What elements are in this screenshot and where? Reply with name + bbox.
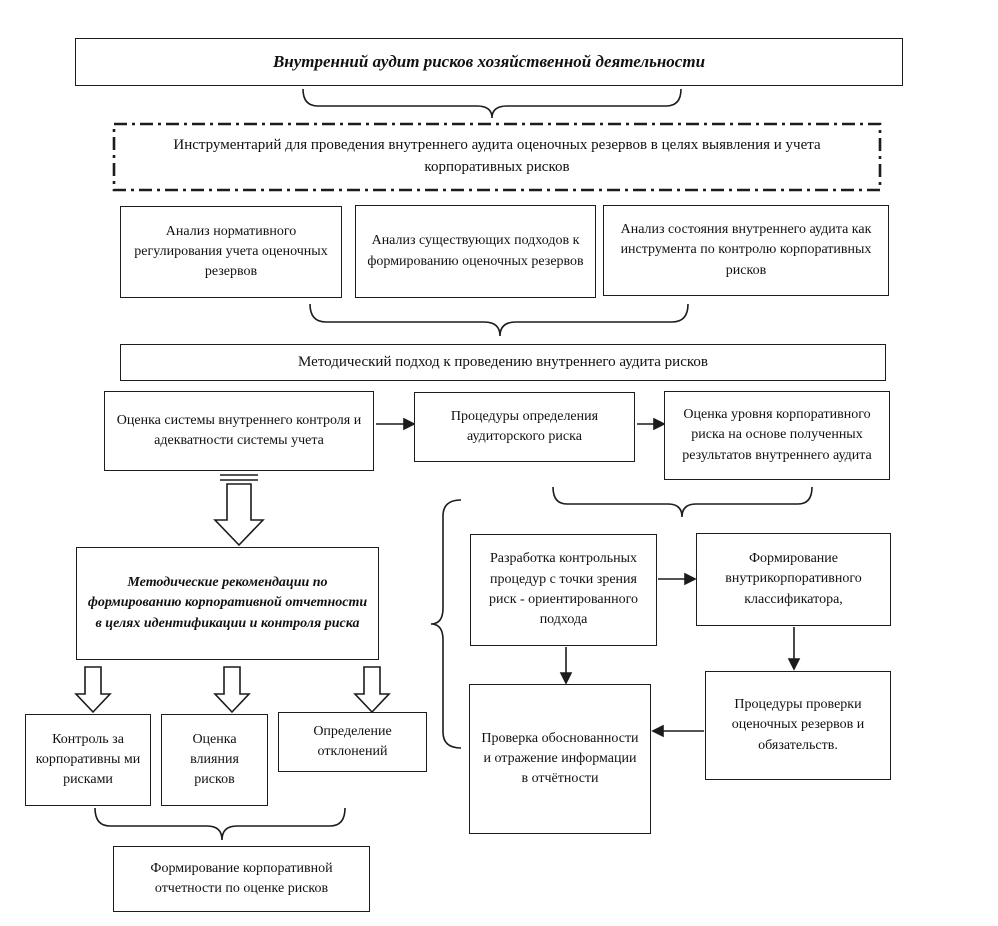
process-box-audit-risk: Процедуры определения аудиторского риска — [414, 392, 635, 462]
block-arrow-down-control — [76, 667, 110, 712]
process-box-risk-level: Оценка уровня корпоративного риска на основе полученных результатов внутреннего аудита — [664, 391, 890, 480]
process-box-control-system: Оценка системы внутреннего контроля и адекватности системы учета — [104, 391, 374, 471]
outcome-box-impact: Оценка влияния рисков — [161, 714, 268, 806]
recommendations-box: Методические рекомендации по формированию корпоративной отчетности в целях идентификации и контроля риска — [76, 547, 379, 660]
brace-under-title — [303, 89, 681, 118]
reporting-box: Формирование корпоративной отчетности по оценке рисков — [113, 846, 370, 912]
brace-under-outcomes — [95, 808, 345, 840]
methodical-approach-box: Методический подход к проведению внутреннего аудита рисков — [120, 344, 886, 381]
toolkit-box: Инструментарий для проведения внутреннего аудита оценочных резервов в целях выявления и учета корпоративных рисков — [173, 137, 821, 175]
outcome-box-control: Контроль за корпоративны ми рисками — [25, 714, 151, 806]
analysis-box-regulation: Анализ нормативного регулирования учета оценочных резервов — [120, 206, 342, 298]
arrow-classifier-procedures — [789, 627, 799, 669]
analysis-box-approaches: Анализ существующих подходов к формированию оценочных резервов — [355, 205, 596, 298]
block-arrow-down-main — [215, 484, 263, 545]
arrow-step1-step2 — [376, 419, 414, 429]
block-arrow-stripes — [220, 475, 258, 480]
arrow-development-classifier — [658, 574, 695, 584]
right-box-verification: Проверка обоснованности и отражение информации в отчётности — [469, 684, 651, 834]
right-box-classifier: Формирование внутрикорпоративного классификатора, — [696, 533, 891, 626]
right-box-procedures: Процедуры проверки оценочных резервов и обязательств. — [705, 671, 891, 780]
block-arrow-down-deviations — [355, 667, 389, 712]
arrow-development-verification — [561, 647, 571, 683]
block-arrow-down-impact — [215, 667, 249, 712]
title-box: Внутренний аудит рисков хозяйственной деятельности — [75, 38, 903, 86]
arrow-procedures-verification — [653, 726, 704, 736]
analysis-box-internal-audit: Анализ состояния внутреннего аудита как инструмента по контролю корпоративных рисков — [603, 205, 889, 296]
brace-under-risk-level — [553, 487, 812, 517]
right-box-development: Разработка контрольных процедур с точки зрения риск - ориентированного подхода — [470, 534, 657, 646]
arrow-step2-step3 — [637, 419, 664, 429]
brace-under-analysis — [310, 304, 688, 336]
brace-right-branch-group — [431, 500, 461, 748]
outcome-box-deviations: Определение отклонений — [278, 712, 427, 772]
